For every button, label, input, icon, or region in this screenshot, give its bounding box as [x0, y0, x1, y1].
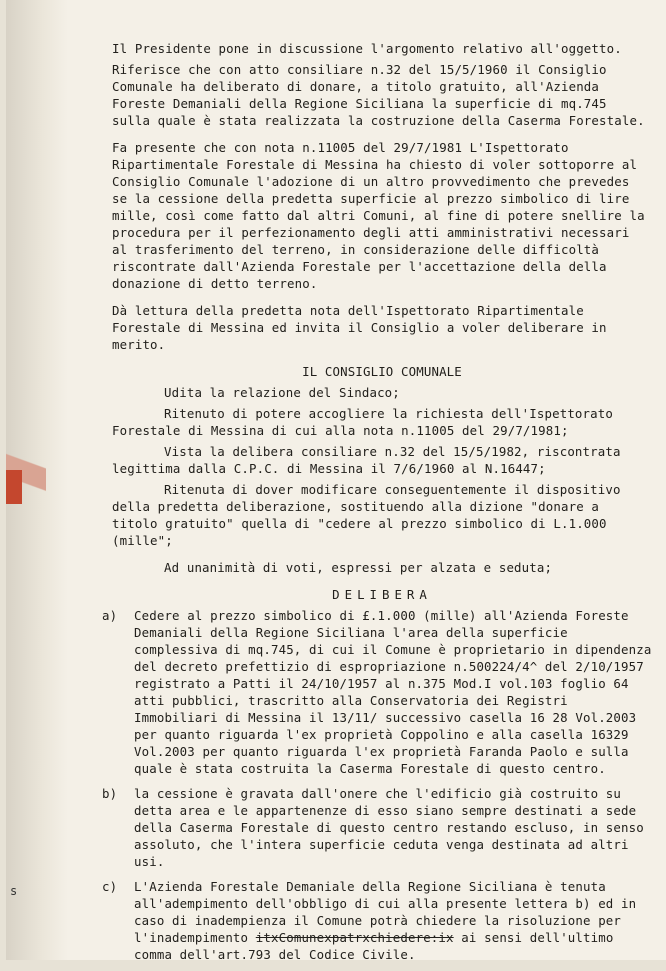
vista-paragraph: Vista la delibera consiliare n.32 del 15/5/1982, riscontrata legittima dalla C.P.C. di Messina il 7/6/1960 al N.16447; — [112, 444, 621, 476]
intro-paragraph-3: Fa presente che con nota n.11005 del 29/7/1981 L'Ispettorato Ripartimentale Forestale di Messina ha chiesto di voler sottoporre al Consiglio Comunale l'adozione di un altro provvedimento che prevedes se la cessione della predetta superficie al prezzo simbolico di lire mille, così come fatto dal altri Comuni, al fine di potere snellire la procedura per il perfezionamento degli atti amministrativi necessari al trasferimento del terreno, in considerazione delle difficoltà riscontrate dall'Azienda Forestale per l'accettazione della della donazione di detto terreno. — [112, 140, 645, 291]
intro-paragraph-4: Dà lettura della predetta nota dell'Ispettorato Ripartimentale Forestale di Messina ed invita il Consiglio a voler deliberare in merito. — [112, 303, 607, 352]
binder-edge — [6, 0, 68, 960]
document-text — [102, 40, 652, 971]
document-page — [6, 0, 666, 960]
item-label: a) — [102, 608, 118, 623]
item-text: Cedere al prezzo simbolico di £.1.000 (mille) all'Azienda Foreste Demaniali della Regione Siciliana l'area della superficie complessiva di mq.745, di cui il Comune è proprietario in dipendenza del decreto prefettizio di espropriazione n.500224/4^ del 2/10/1957 registrato a Patti il 24/10/1957 al n.375 Mod.I vol.103 foglio 64 atti pubblici, trascritto alla Conservatoria dei Registri Immobiliari di Messina il 13/11/ successivo casella 16 28 Vol.2003 per quanto riguarda l'ex proprietà Coppolino e alla casella 16329 Vol.2003 per quanto riguarda l'ex proprietà Faranda Paolo e sulla quale è stata costruita la Caserma Forestale di questo centro. — [134, 608, 652, 776]
delibera-item-c — [102, 878, 652, 963]
item-label: c) — [102, 879, 118, 894]
intro-paragraph-1: Il Presidente pone in discussione l'argomento relativo all'oggetto. — [112, 41, 622, 56]
delibera-item-a — [102, 607, 652, 777]
struck-text: itxComunexpatrxchiedere:ix — [255, 930, 454, 945]
item-text-after: ai sensi dell'ultimo comma dell'art.793 del Codice Civile. — [134, 930, 614, 962]
ritenuto-paragraph: Ritenuto di potere accogliere la richiesta dell'Ispettorato Forestale di Messina di cui alla nota n.11005 del 29/7/1981; — [112, 406, 613, 438]
margin-mark: s — [10, 884, 18, 898]
unanimita-line: Ad unanimità di voti, espressi per alzata e seduta; — [164, 560, 553, 575]
ritenuta-paragraph: Ritenuta di dover modificare conseguentemente il dispositivo della predetta deliberazione, sostituendo alla dizione "donare a titolo gratuito" quella di "cedere al prezzo simbolico di L.1.000 (mille"; — [112, 482, 621, 548]
intro-paragraph-2: Riferisce che con atto consiliare n.32 del 15/5/1960 il Consiglio Comunale ha deliberato di donare, a titolo gratuito, all'Azienda Foreste Demaniali della Regione Siciliana la superficie di mq.745 sulla quale è stata realizzata la costruzione della Caserma Forestale. — [112, 62, 645, 128]
item-label: b) — [102, 786, 118, 801]
delibera-heading: DELIBERA — [332, 587, 432, 602]
delibera-item-b — [102, 785, 652, 870]
udita-line: Udita la relazione del Sindaco; — [164, 385, 400, 400]
item-text: la cessione è gravata dall'onere che l'edificio già costruito su detta area e le appartenenze di esso siano sempre destinati a sede della Caserma Forestale di questo centro restando escluso, in senso assoluto, che l'intera superficie ceduta venga destinata ad altri usi. — [134, 786, 644, 869]
item-text-before: L'Azienda Forestale Demaniale della Regione Siciliana è tenuta all'adempimento dell'obbligo di cui alla presente lettera b) ed in caso di inadempienza il Comune potrà chiedere la risoluzione per l'inadempimento — [134, 879, 637, 945]
council-heading: IL CONSIGLIO COMUNALE — [302, 364, 462, 379]
binder-red-mark — [6, 470, 22, 504]
